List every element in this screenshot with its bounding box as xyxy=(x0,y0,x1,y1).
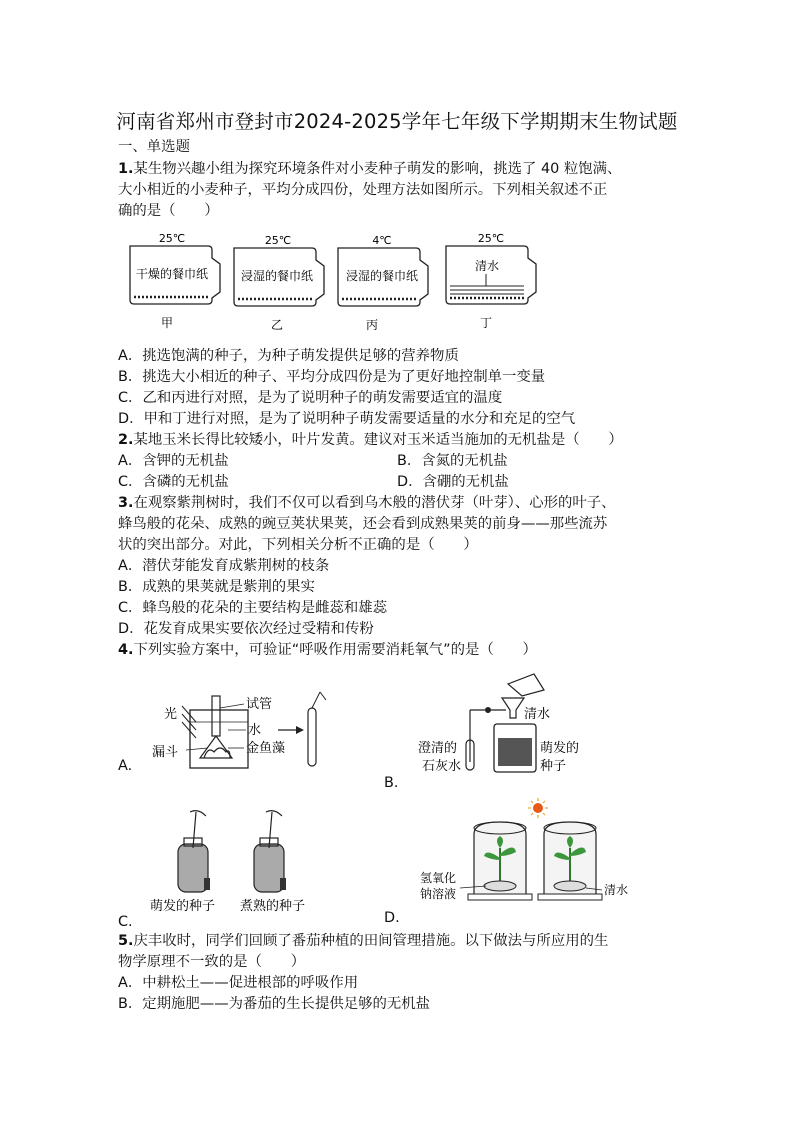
question-number: 2. xyxy=(118,432,134,448)
svg-text:萌发的种子: 萌发的种子 xyxy=(150,899,216,914)
q1-option-a: A．挑选饱满的种子，为种子萌发提供足够的营养物质 xyxy=(118,348,459,364)
question-1-line-2: 大小相近的小麦种子，平均分成四份，处理方法如图所示。下列相关叙述不正 xyxy=(118,182,608,198)
q2-option-a: A．含钾的无机盐 xyxy=(118,453,229,469)
question-5-line-2: 物学原理不一致的是（ ） xyxy=(118,954,306,970)
svg-text:丙: 丙 xyxy=(365,318,379,332)
svg-text:25℃: 25℃ xyxy=(264,234,292,247)
figure-b-limewater-experiment xyxy=(414,666,594,778)
q3-option-b: B．成熟的果荚就是紫荆的果实 xyxy=(118,579,315,595)
q3-option-d: D．花发育成果实要依次经过受精和传粉 xyxy=(118,621,374,637)
bell-jar-right xyxy=(538,822,602,900)
svg-text:丁: 丁 xyxy=(479,316,493,330)
svg-text:浸湿的餐巾纸: 浸湿的餐巾纸 xyxy=(345,269,419,283)
svg-text:石灰水: 石灰水 xyxy=(422,759,462,774)
svg-text:甲: 甲 xyxy=(160,316,174,330)
bell-jar-left xyxy=(468,822,532,900)
question-number: 5. xyxy=(118,933,134,949)
svg-text:光: 光 xyxy=(164,707,178,722)
jar-germinating-seeds xyxy=(150,811,215,914)
svg-text:25℃: 25℃ xyxy=(477,232,505,245)
svg-text:钠溶液: 钠溶液 xyxy=(420,887,457,901)
q5-option-a: A．中耕松土——促进根部的呼吸作用 xyxy=(118,975,359,991)
q4-figure-a-letter: A. xyxy=(118,758,133,774)
svg-text:氢氧化: 氢氧化 xyxy=(420,871,457,885)
svg-text:干燥的餐巾纸: 干燥的餐巾纸 xyxy=(135,267,209,281)
q1-option-b: B．挑选大小相近的种子、平均分成四份是为了更好地控制单一变量 xyxy=(118,369,546,385)
svg-text:浸湿的餐巾纸: 浸湿的餐巾纸 xyxy=(240,269,314,283)
svg-text:乙: 乙 xyxy=(270,318,284,332)
svg-text:清水: 清水 xyxy=(524,707,551,722)
sun-icon xyxy=(528,798,548,818)
svg-text:4℃: 4℃ xyxy=(372,234,392,247)
bottle-ding xyxy=(446,232,536,330)
section-heading: 一、单选题 xyxy=(118,139,190,155)
bottle-jia xyxy=(130,232,220,330)
svg-text:试管: 试管 xyxy=(246,697,273,712)
q4-figure-c-letter: C. xyxy=(118,914,133,930)
q4-figure-b-letter: B. xyxy=(384,775,399,791)
svg-text:清水: 清水 xyxy=(474,259,500,273)
q1-option-c: C．乙和丙进行对照，是为了说明种子的萌发需要适宜的温度 xyxy=(118,390,503,406)
bottle-bing xyxy=(338,234,428,332)
q2-option-d: D．含硼的无机盐 xyxy=(397,474,509,490)
question-number: 1. xyxy=(118,161,134,177)
question-1-line-1: 1.某生物兴趣小组为探究环境条件对小麦种子萌发的影响，挑选了 40 粒饱满、 xyxy=(118,161,622,177)
q2-option-b: B．含氮的无机盐 xyxy=(397,453,508,469)
svg-text:清水: 清水 xyxy=(604,883,629,897)
question-3-line-3: 状的突出部分。对此，下列相关分析不正确的是（ ） xyxy=(118,537,478,553)
question-5-line-1: 5.庆丰收时，同学们回顾了番茄种植的田间管理措施。以下做法与所应用的生 xyxy=(118,933,609,949)
svg-text:煮熟的种子: 煮熟的种子 xyxy=(240,899,306,914)
figure-d-bell-jar-plants xyxy=(414,798,634,910)
svg-text:漏斗: 漏斗 xyxy=(152,745,179,760)
question-1-line-3: 确的是（ ） xyxy=(118,203,219,219)
page-title: 河南省郑州市登封市2024-2025学年七年级下学期期末生物试题 xyxy=(116,110,678,133)
question-number: 4. xyxy=(118,642,134,658)
seed-germination-bottles-figure xyxy=(120,228,560,336)
svg-text:萌发的: 萌发的 xyxy=(540,741,580,756)
figure-a-aquatic-plant-experiment xyxy=(116,686,346,778)
q5-option-b: B．定期施肥——为番茄的生长提供足够的无机盐 xyxy=(118,996,431,1012)
question-3-line-2: 蜂鸟般的花朵、成熟的豌豆荚状果荚，还会看到成熟果荚的前身——那些流苏 xyxy=(118,516,608,532)
figure-c-candle-seed-jars xyxy=(140,808,340,916)
q3-option-c: C．蜂鸟般的花朵的主要结构是雌蕊和雄蕊 xyxy=(118,600,388,616)
question-3-line-1: 3.在观察紫荆树时，我们不仅可以看到乌木般的潜伏芽（叶芽）、心形的叶子、 xyxy=(118,495,616,511)
q2-option-c: C．含磷的无机盐 xyxy=(118,474,229,490)
q4-figure-d-letter: D. xyxy=(384,910,400,926)
jar-boiled-seeds xyxy=(240,811,305,914)
q3-option-a: A．潜伏芽能发育成紫荆树的枝条 xyxy=(118,558,330,574)
bottle-yi xyxy=(234,234,324,332)
svg-text:澄清的: 澄清的 xyxy=(418,741,458,756)
svg-text:金鱼藻: 金鱼藻 xyxy=(246,741,286,756)
question-number: 3. xyxy=(118,495,134,511)
question-4-stem: 4.下列实验方案中，可验证“呼吸作用需要消耗氧气”的是（ ） xyxy=(118,642,537,658)
svg-text:种子: 种子 xyxy=(540,759,567,774)
q1-option-d: D．甲和丁进行对照，是为了说明种子萌发需要适量的水分和充足的空气 xyxy=(118,411,576,427)
svg-text:水: 水 xyxy=(248,723,262,738)
question-2-stem: 2.某地玉米长得比较矮小，叶片发黄。建议对玉米适当施加的无机盐是（ ） xyxy=(118,432,623,448)
svg-text:25℃: 25℃ xyxy=(158,232,186,245)
